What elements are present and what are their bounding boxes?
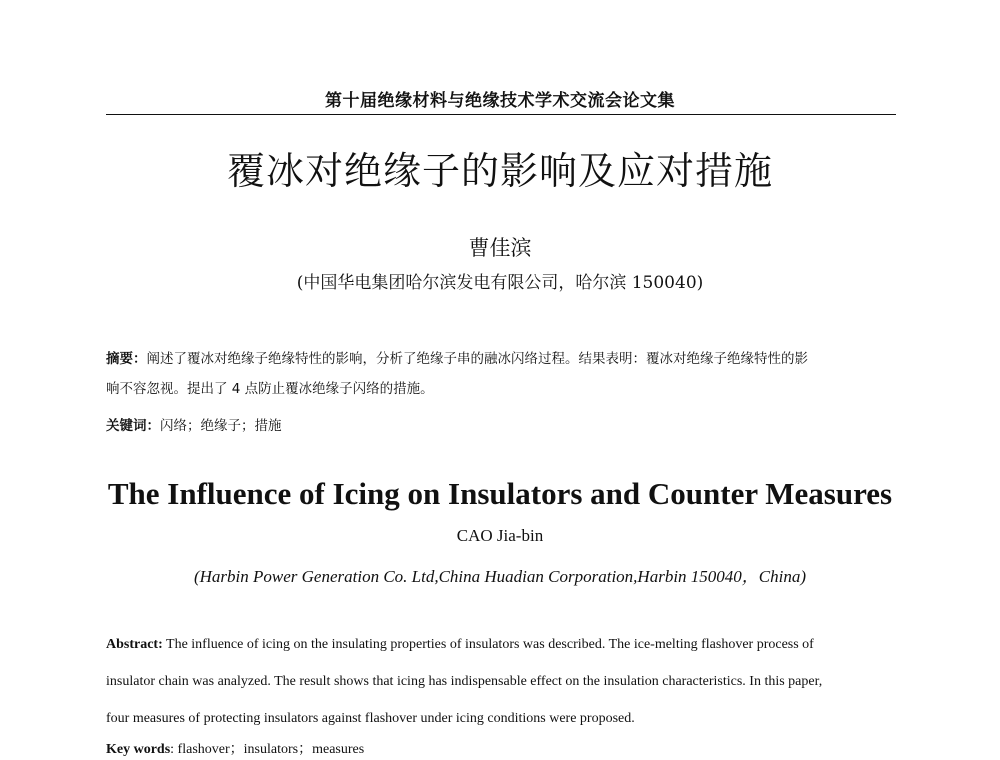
affiliation-chinese: (中国华电集团哈尔滨发电有限公司，哈尔滨 150040) (296, 273, 704, 293)
paper-title-chinese: 覆冰对绝缘子的影响及应对措施 (226, 149, 773, 193)
abstract-chinese (106, 344, 900, 404)
affiliation-english: (Harbin Power Generation Co. Ltd,China Huadian Corporation,Harbin 150040，China) (193, 567, 807, 586)
proceedings-header: 第十届绝缘材料与绝缘技术学术交流会论文集 (325, 91, 675, 111)
abstract-english-line (106, 626, 900, 663)
keywords-chinese-label: 关键词： (106, 418, 160, 434)
abstract-english-line: insulator chain was analyzed. The result shows that icing has indispensable effect on the insulation characteristics. In this paper, (106, 674, 823, 689)
keywords-chinese (106, 414, 900, 434)
keywords-english (106, 738, 900, 758)
abstract-chinese-text: 阐述了覆冰对绝缘子绝缘特性的影响，分析了绝缘子串的融冰闪络过程。结果表明：覆冰对绝缘子绝缘特性的影 (146, 351, 808, 367)
abstract-english-label: Abstract: (106, 637, 163, 652)
author-chinese: 曹佳滨 (468, 236, 532, 260)
abstract-chinese-label: 摘要： (106, 351, 147, 367)
abstract-english (106, 626, 900, 737)
keywords-chinese-text: 闪络；绝缘子；措施 (160, 418, 282, 434)
abstract-english-line: four measures of protecting insulators against flashover under icing conditions were proposed. (106, 711, 635, 726)
keywords-english-label: Key words (106, 742, 171, 757)
author-english: CAO Jia-bin (456, 526, 544, 545)
abstract-english-text: The influence of icing on the insulating properties of insulators was described. The ice-melting flashover process of (162, 637, 814, 652)
keywords-english-text: : flashover；insulators；measures (170, 742, 365, 757)
abstract-chinese-line (106, 344, 900, 374)
paper-title-english: The Influence of Icing on Insulators and Counter Measures (107, 476, 893, 511)
abstract-chinese-line: 响不容忽视。提出了 4 点防止覆冰绝缘子闪络的措施。 (106, 381, 434, 397)
header-rule (106, 114, 896, 115)
